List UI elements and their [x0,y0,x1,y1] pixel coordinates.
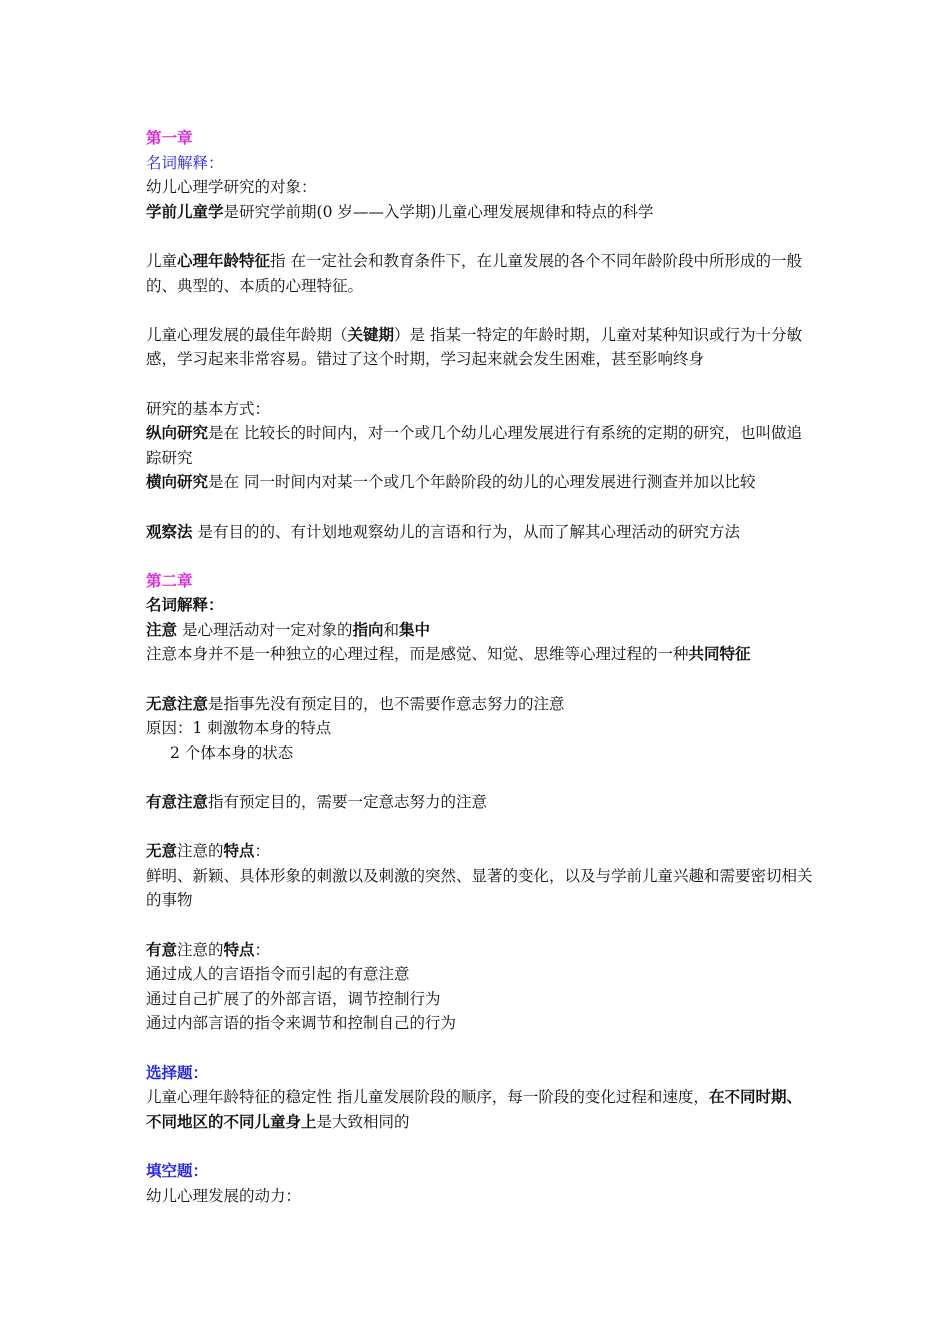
ch2-definitions-label: 名词解释： [146,596,224,615]
bold-text: 特点 [223,842,255,861]
bold-text: 共同特征 [688,645,751,664]
term-age-characteristics: 心理年龄特征 [177,251,271,270]
text: 儿童心理发展的最佳年龄期（ [146,325,348,344]
fill-in-question: 幼儿心理发展的动力： [146,1186,302,1205]
text: ： [254,842,271,861]
paragraph-observation [146,520,816,545]
reason-line-1: 原因：1 刺激物本身的特点 [146,719,332,738]
bold-text: 特点 [223,940,255,959]
text: 是心理活动对一定对象的 [177,620,353,639]
term-cross-sectional: 横向研究 [146,473,209,492]
definition-text: 指 在一定社会和教育条件下，在儿童发展的各个不同年龄阶段中所形成的一般的、典型的、本质的心理特征。 [146,251,802,295]
text: 和 [383,620,399,639]
text: 注意本身并不是一种独立的心理过程，而是感觉、知觉、思维等心理过程的一种 [146,645,689,664]
term-involuntary-attention: 无意注意 [146,694,209,713]
voluntary-features-heading [146,938,816,963]
involuntary-features-heading [146,839,816,864]
chapter-1-heading: 第一章 [146,129,193,147]
term-longitudinal: 纵向研究 [146,424,209,443]
document-page [146,126,816,1208]
text: 注意的 [177,940,224,959]
definition-text: ）是 指某一特定的年龄时期，儿童对某种知识或行为十分敏感，学习起来非常容易。错过了这个时期，学习起来就会发生困难，甚至影响终身 [146,325,802,369]
paragraph-preschool-psychology [146,200,816,225]
text: ： [254,940,271,959]
voluntary-feature-3: 通过内部言语的指令来调节和控制自己的行为 [146,1014,457,1033]
definition-text: 是在 比较长的时间内，对一个或几个幼儿心理发展进行有系统的定期的研究，也叫做追踪研究 [146,424,802,467]
term-voluntary-attention: 有意注意 [146,793,209,812]
paragraph-attention-nature [146,642,816,667]
reason-line-2: 2 个体本身的状态 [170,743,294,762]
paragraph-longitudinal [146,421,816,470]
paragraph-voluntary-attention [146,790,816,815]
chapter-2-heading: 第二章 [146,571,193,590]
term-preschool-psychology: 学前儿童学 [146,202,224,221]
text: 是大致相同的 [316,1112,410,1131]
involuntary-features-text: 鲜明、新颖、具体形象的刺激以及刺激的突然、显著的变化，以及与学前儿童兴趣和需要密切相关的事物 [146,866,813,910]
paragraph-attention [146,618,816,643]
text: 儿童 [146,251,178,270]
paragraph-age-characteristics [146,249,816,298]
paragraph-involuntary-attention [146,692,816,717]
term-observation: 观察法 [146,522,193,541]
text: 注意的 [177,842,224,861]
ch1-definitions-label: 名词解释： [146,153,224,172]
paragraph-critical-period [146,323,816,372]
definition-text: 是研究学前期(0 岁——入学期)儿童心理发展规律和特点的科学 [223,202,654,221]
bold-text: 在不同时期、不同地区的不同儿童身上 [146,1088,802,1131]
definition-text: 指有预定目的，需要一定意志努力的注意 [208,793,488,812]
paragraph-cross-sectional [146,470,816,495]
bold-text: 无意 [146,842,178,861]
text: 儿童心理年龄特征的稳定性 指儿童发展阶段的顺序，每一阶段的变化过程和速度， [146,1088,709,1107]
bold-text: 有意 [146,940,178,959]
multiple-choice-label: 选择题： [146,1063,209,1082]
paragraph-stability [146,1085,816,1134]
term-attention: 注意 [146,620,178,639]
term-critical-period: 关键期 [347,325,395,344]
research-methods-label: 研究的基本方式： [146,399,271,418]
voluntary-feature-2: 通过自己扩展了的外部言语，调节控制行为 [146,989,441,1008]
bold-text: 集中 [398,620,430,639]
bold-text: 指向 [352,620,384,639]
ch1-subject-label: 幼儿心理学研究的对象： [146,178,317,197]
definition-text: 是有目的的、有计划地观察幼儿的言语和行为，从而了解其心理活动的研究方法 [192,522,740,541]
fill-in-label: 填空题： [146,1161,209,1180]
voluntary-feature-1: 通过成人的言语指令而引起的有意注意 [146,965,410,984]
definition-text: 是在 同一时间内对某一个或几个年龄阶段的幼儿的心理发展进行测查并加以比较 [208,473,756,492]
definition-text: 是指事先没有预定目的，也不需要作意志努力的注意 [208,694,565,713]
